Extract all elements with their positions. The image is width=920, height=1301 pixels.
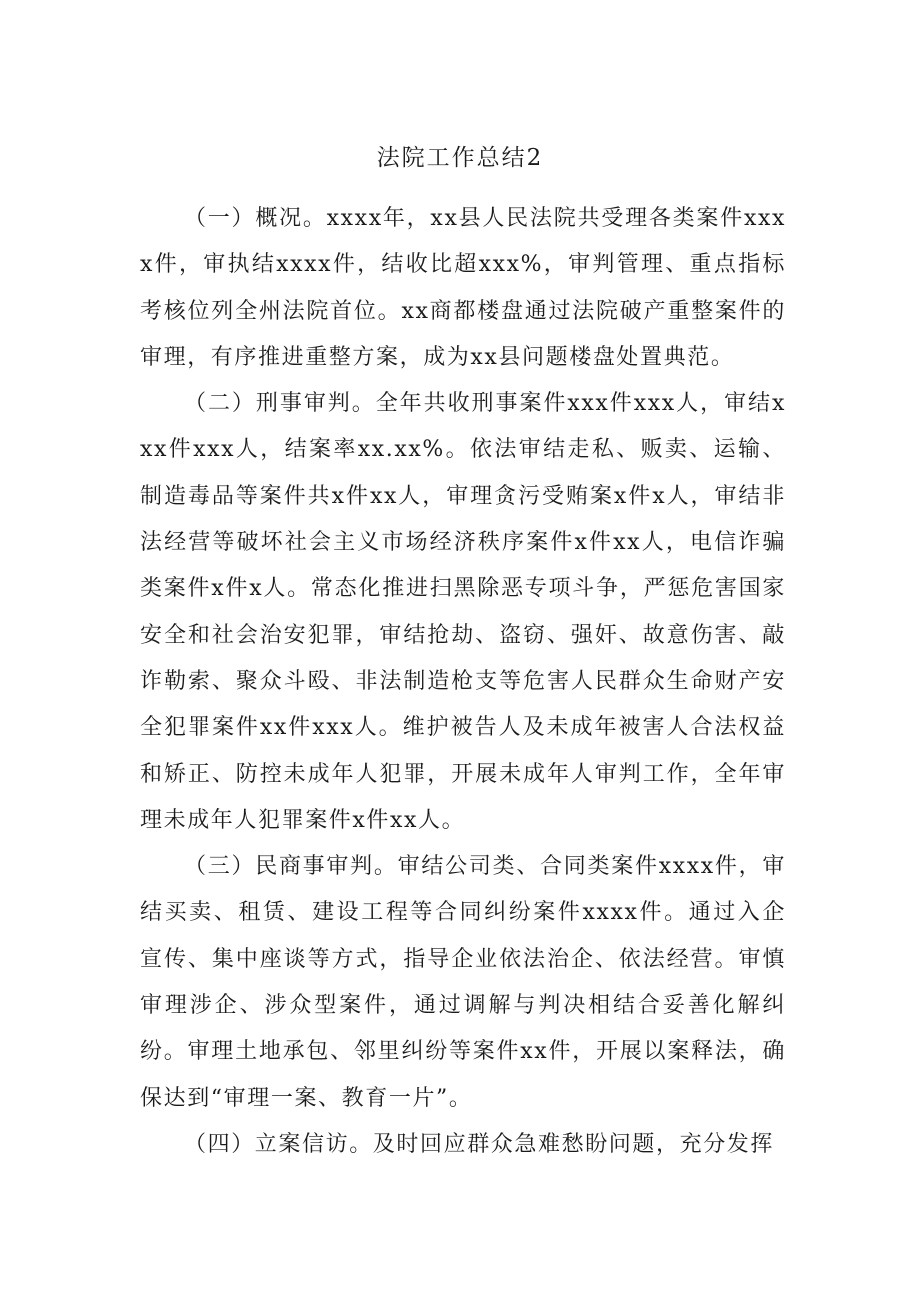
paragraph-case-filing-petition: （四）立案信访。及时回应群众急难愁盼问题，充分发挥 [184, 1131, 775, 1157]
paragraph-criminal-trial: （二）刑事审判。全年共收刑事案件xxx件xxx人，审结xxx件xxx人，结案率xx.xx%。依法审结走私、贩卖、运输、制造毒品等案件共x件xx人，审理贪污受贿案x件x人，审结非法经营等破坏社会主义市场经济秩序案件x件xx人，电信诈骗类案件x件x人。常态化推进扫黑除恶专项斗争，严惩危害国家安全和社会治安犯罪，审结抢劫、盗窃、强奸、故意伤害、敲诈勒索、聚众斗殴、非法制造枪支等危害人民群众生命财产安全犯罪案件xx件xxx人。维护被告人及未成年被害人合法权益和矫正、防控未成年人犯罪，开展未成年人审判工作，全年审理未成年人犯罪案件x件xx人。 [140, 391, 786, 833]
paragraph-overview: （一）概况。xxxx年，xx县人民法院共受理各类案件xxxx件，审执结xxxx件，结收比超xxx%，审判管理、重点指标考核位列全州法院首位。xx商都楼盘通过法院破产重整案件的审理，有序推进重整方案，成为xx县问题楼盘处置典范。 [140, 206, 786, 370]
document-body [140, 196, 786, 1168]
paragraph-civil-commercial-trial: （三）民商事审判。审结公司类、合同类案件xxxx件，审结买卖、租赁、建设工程等合同纠纷案件xxxx件。通过入企宣传、集中座谈等方式，指导企业依法治企、依法经营。审慎审理涉企、涉众型案件，通过调解与判决相结合妥善化解纠纷。审理土地承包、邻里纠纷等案件xx件，开展以案释法，确保达到“审理一案、教育一片”。 [140, 854, 786, 1111]
document-title: 法院工作总结2 [376, 145, 544, 171]
